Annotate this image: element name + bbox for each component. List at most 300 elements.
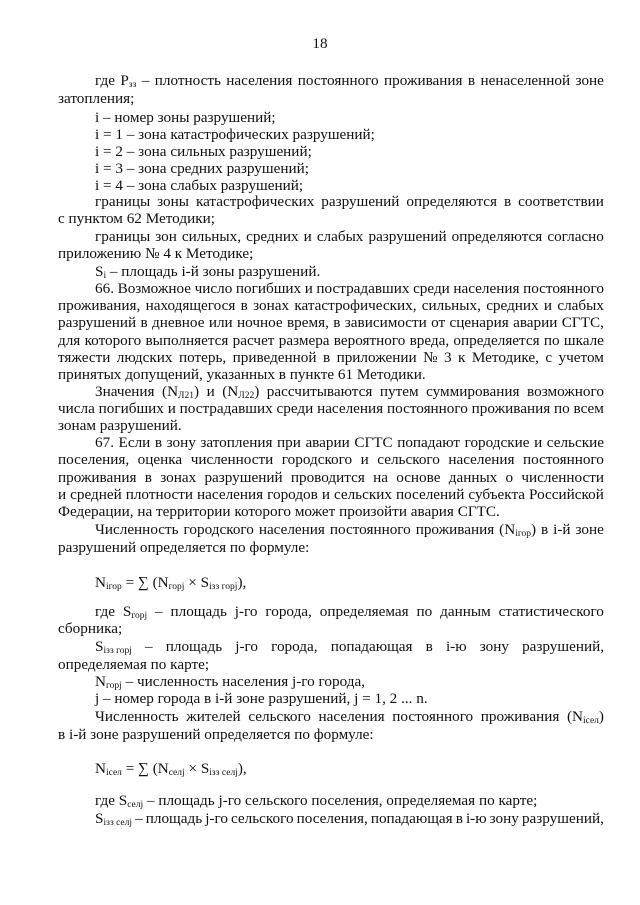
word-group [162, 384, 199, 400]
word: зависимости [344, 314, 427, 331]
word-group [180, 401, 273, 417]
word: S [95, 638, 104, 655]
word-group [504, 194, 511, 210]
word: постоянного [392, 708, 474, 725]
word-group [330, 522, 411, 538]
word-group [233, 333, 275, 349]
word: по [543, 332, 560, 349]
word-group [160, 470, 196, 486]
word-group [480, 639, 509, 655]
word-group [248, 709, 311, 725]
word: плотности [125, 486, 194, 503]
text-run: N [95, 574, 106, 591]
text-line [58, 504, 500, 520]
subscript: Л22 [238, 391, 255, 401]
subscript: горj [105, 681, 122, 691]
word: расчет [232, 332, 275, 349]
word-group [170, 604, 226, 620]
word: сельских [333, 486, 392, 503]
text-line [95, 384, 604, 400]
word-group [207, 384, 215, 400]
word-group [337, 350, 417, 366]
word-group [334, 333, 406, 349]
word-group [444, 350, 452, 366]
word: погибших [235, 280, 302, 297]
word: в [333, 314, 341, 331]
word-group [95, 229, 150, 245]
word-group [200, 435, 272, 451]
word-group [58, 401, 95, 417]
word: приведенной [232, 349, 317, 366]
subscript: iзз горj [103, 646, 132, 656]
word-group [58, 298, 140, 314]
word: зон [155, 228, 177, 245]
word: субъекта [468, 486, 526, 503]
word-group [518, 194, 604, 210]
word-group [99, 401, 164, 417]
word: – [135, 810, 143, 827]
word: рассчитываются [266, 383, 373, 400]
word-group [322, 487, 330, 503]
word-group [499, 604, 604, 620]
word-group [544, 333, 560, 349]
word: слабых [557, 297, 604, 314]
word-group [142, 73, 150, 89]
word: постоянного [523, 280, 604, 297]
text-run: затопления; [58, 90, 135, 107]
word: i-ю [445, 638, 467, 655]
word-group [145, 470, 152, 486]
word: городов [267, 486, 318, 503]
word-group [118, 281, 191, 297]
word: и [167, 400, 176, 417]
word: разрушений [58, 314, 137, 331]
word-group [513, 315, 557, 331]
word-group [317, 229, 364, 245]
word: катастрофических, [294, 297, 417, 314]
word: S [95, 810, 104, 827]
word: разрушений, [521, 810, 604, 827]
word-group [135, 811, 143, 827]
text-run: × S [184, 574, 210, 591]
word: населения [317, 400, 384, 417]
word: в [240, 297, 248, 314]
subscript: iзз горj [209, 582, 238, 592]
word: Возможное [117, 280, 192, 297]
word-group [373, 470, 388, 486]
text-line [58, 401, 604, 417]
word-group [95, 435, 114, 451]
word-group [541, 522, 548, 538]
text-line [58, 246, 253, 262]
text-line [95, 144, 312, 160]
subscript: Л21 [178, 391, 194, 401]
word-group [298, 73, 379, 89]
word-group [334, 487, 392, 503]
word: размера [278, 332, 330, 349]
word-group [523, 281, 604, 297]
page-number: 18 [312, 35, 328, 52]
word-group [544, 298, 552, 314]
word-group [323, 350, 330, 366]
word: (N [162, 383, 179, 400]
word-group [448, 452, 514, 468]
word-group [95, 709, 179, 725]
word: от [431, 314, 446, 331]
word: проживания, [58, 297, 141, 314]
word-group [486, 298, 538, 314]
word: P [120, 72, 129, 89]
word: и [304, 280, 313, 297]
word: вреда, [409, 332, 450, 349]
word: сельского [377, 451, 440, 468]
word: в [541, 521, 549, 538]
word: разрушений, [522, 638, 604, 655]
text-line [95, 110, 276, 126]
text-run: × S [184, 760, 210, 777]
text-run: Федерации, на территории которого может произойти авария СГТС. [58, 503, 500, 520]
word: постоянного [329, 521, 411, 538]
word-group [472, 350, 539, 366]
word: в [154, 434, 163, 451]
text-run: S [95, 263, 104, 280]
word: по [554, 400, 570, 417]
word: которого [84, 332, 142, 349]
word: СГТС, [561, 314, 604, 331]
word: – [155, 603, 163, 620]
word: ) [531, 521, 537, 538]
word: площадь [145, 810, 203, 827]
subscript: селj [168, 768, 185, 778]
word: зонах [160, 469, 197, 486]
word-group [506, 470, 514, 486]
word-group [145, 639, 153, 655]
text-line [95, 761, 247, 777]
word: сельского [248, 708, 311, 725]
word-group [576, 73, 604, 89]
text-run: – площадь i-й зоны разрушений. [106, 263, 321, 280]
subscript: iсел [105, 768, 122, 778]
word: поселения, [58, 451, 130, 468]
text-line [95, 264, 320, 280]
word: ) [598, 708, 604, 725]
word-group [333, 315, 340, 331]
word-group [465, 435, 530, 451]
word-group [146, 333, 229, 349]
text-line [95, 522, 604, 538]
word: – [141, 72, 150, 89]
word-group [287, 315, 329, 331]
word: где [95, 72, 115, 89]
word: в [140, 314, 148, 331]
word: попадают [397, 434, 461, 451]
word-group [316, 281, 409, 297]
word-group [361, 452, 369, 468]
word-group [377, 452, 440, 468]
word: зоне [575, 521, 604, 538]
word-group [209, 315, 233, 331]
word-group [553, 522, 570, 538]
word: время, [287, 314, 329, 331]
word-group [567, 709, 604, 725]
word-group [557, 298, 604, 314]
subscript: iгор [105, 582, 122, 592]
text-run: – площадь j-го сельского поселения, определяемая по карте; [143, 792, 538, 809]
text-line [95, 194, 604, 210]
word: и [206, 383, 215, 400]
word-group [397, 435, 460, 451]
word: путем [379, 383, 419, 400]
word-group [547, 435, 604, 451]
word: пострадавших [179, 400, 273, 417]
word: средних [486, 297, 539, 314]
word-group [387, 401, 468, 417]
word: – [145, 638, 153, 655]
word-group [523, 452, 604, 468]
word: попадающая [370, 810, 453, 827]
word: пострадавших [316, 280, 410, 297]
word-group [226, 73, 292, 89]
word-group [426, 384, 519, 400]
word-group [547, 229, 604, 245]
text-line [95, 178, 303, 194]
word-group [95, 604, 115, 620]
word-group [277, 435, 301, 451]
word: зону [489, 810, 519, 827]
word: о [505, 469, 514, 486]
word: зоны [157, 193, 189, 210]
text-line [58, 333, 604, 349]
word: разрушений [204, 469, 283, 486]
text-line [95, 281, 604, 297]
word: шкале [563, 332, 604, 349]
word: Методике, [471, 349, 539, 366]
subscript: селj [127, 800, 144, 810]
subscript: iгор [515, 529, 532, 539]
word: разрушений [321, 193, 400, 210]
text-run: приложению № 4 к Методике; [58, 245, 254, 262]
word-group [197, 487, 263, 503]
word: возможного [527, 383, 604, 400]
word: 67. [95, 434, 114, 451]
word-group [468, 487, 525, 503]
word-group [85, 333, 142, 349]
word-group [345, 315, 427, 331]
subscript: зз [128, 80, 137, 90]
word: затопления [200, 434, 273, 451]
text-run: – численность населения j-го города, [121, 673, 365, 690]
word-group [95, 281, 114, 297]
word: города, [271, 638, 318, 655]
word: и [303, 228, 312, 245]
text-line [58, 298, 604, 314]
word-group [155, 604, 163, 620]
word-group [182, 229, 241, 245]
text-run: j – номер города в i-й зоне разрушений, j = 1, 2 ... n. [95, 690, 428, 707]
word: города, [265, 603, 312, 620]
word: площадь [165, 638, 223, 655]
word: определяемая [319, 603, 409, 620]
word-group [564, 333, 604, 349]
word-group [522, 639, 604, 655]
word-group [450, 315, 509, 331]
word: катастрофических [195, 193, 315, 210]
word-group [305, 281, 313, 297]
word: и [321, 486, 330, 503]
word: в [467, 72, 476, 89]
word: проживания [480, 708, 560, 725]
word: тяжести [58, 349, 111, 366]
word-group [431, 315, 445, 331]
word-group [456, 811, 463, 827]
word: определяются [451, 228, 543, 245]
word: населения [448, 451, 515, 468]
word-group [157, 194, 189, 210]
word: i-ю [465, 810, 487, 827]
word: зонах [253, 297, 290, 314]
word: постоянного [386, 400, 468, 417]
word-group [58, 470, 137, 486]
text-line [58, 540, 309, 556]
word: границы [95, 228, 151, 245]
word: статистического [498, 603, 604, 620]
word-group [277, 401, 314, 417]
word-group [117, 350, 173, 366]
word-group [184, 522, 254, 538]
word: численности [190, 451, 274, 468]
word-group [417, 604, 433, 620]
subscript: iзз селj [103, 818, 133, 828]
word: городского [183, 521, 254, 538]
word: населения [453, 280, 520, 297]
word-group [534, 435, 542, 451]
word: Российской [529, 486, 604, 503]
word: 3 [444, 349, 452, 366]
word-group [392, 709, 473, 725]
word: сильных, [181, 228, 242, 245]
word-group [499, 522, 536, 538]
word: сельские [546, 434, 604, 451]
word: городские [464, 434, 530, 451]
subscript: iсел [582, 716, 599, 726]
word-group [166, 639, 222, 655]
word: ) [254, 383, 260, 400]
word-group [119, 435, 151, 451]
word-group [146, 298, 236, 314]
word: СГТС [354, 434, 393, 451]
word: к [458, 349, 466, 366]
word: Если [118, 434, 151, 451]
word: границы [95, 193, 151, 210]
text-line [95, 435, 604, 451]
text-run: i = 4 – зона слабых разрушений; [95, 177, 304, 194]
word: определяются [406, 193, 497, 210]
word-group [304, 229, 312, 245]
word: число [194, 280, 233, 297]
word-group [236, 281, 301, 297]
word: и [58, 486, 67, 503]
word-group [453, 281, 519, 297]
word-group [155, 435, 162, 451]
word: по [416, 603, 433, 620]
word: площадь [170, 603, 227, 620]
word: попадающая [330, 638, 413, 655]
word: ) [194, 383, 200, 400]
word: постоянного [297, 72, 379, 89]
text-line [95, 691, 428, 707]
word: зоне [575, 72, 604, 89]
text-line [95, 793, 537, 809]
word: и [534, 434, 543, 451]
text-run: где S [95, 792, 128, 809]
word-group [562, 315, 604, 331]
text-line [58, 470, 604, 486]
word-group [231, 811, 294, 827]
word: где [95, 603, 115, 620]
word-group [191, 452, 274, 468]
word: для [58, 332, 81, 349]
text-line [58, 418, 182, 434]
word: определяется [453, 332, 540, 349]
word-group [472, 401, 551, 417]
word: или [208, 314, 233, 331]
word: проживания [58, 469, 137, 486]
text-run: зонам разрушений. [58, 417, 182, 434]
text-run: с пунктом 62 Методики; [58, 210, 215, 227]
word-group [120, 73, 136, 89]
word: j-го [205, 810, 228, 827]
word: основе [396, 469, 441, 486]
word-group [152, 315, 204, 331]
word: на [373, 469, 388, 486]
word: всем [573, 400, 604, 417]
text-line [95, 127, 375, 143]
word-group [267, 384, 373, 400]
word-group [204, 470, 282, 486]
word-group [179, 350, 226, 366]
word-group [282, 452, 352, 468]
word-group [396, 487, 464, 503]
word: j-го [235, 638, 258, 655]
word: сельского [231, 810, 294, 827]
word: зону [166, 434, 196, 451]
text-line [58, 657, 209, 673]
word: поселений [395, 486, 465, 503]
word-group [527, 384, 604, 400]
word-group [246, 229, 298, 245]
word: средней [70, 486, 122, 503]
word: жителей [186, 708, 241, 725]
word-group [253, 298, 289, 314]
word: оценка [137, 451, 183, 468]
word: аварии [305, 434, 350, 451]
word: данных [448, 469, 498, 486]
word-group [155, 73, 221, 89]
word-group [319, 709, 385, 725]
word-group [468, 73, 475, 89]
word: проживания [415, 521, 495, 538]
word: Значения [95, 383, 155, 400]
text-line [95, 639, 604, 655]
word: в [503, 193, 512, 210]
word-group [368, 229, 446, 245]
text-line [95, 709, 604, 725]
word-group [95, 811, 132, 827]
word-group [271, 639, 317, 655]
word: i-й [553, 521, 571, 538]
word: учетом [558, 349, 604, 366]
word: приложении [336, 349, 417, 366]
